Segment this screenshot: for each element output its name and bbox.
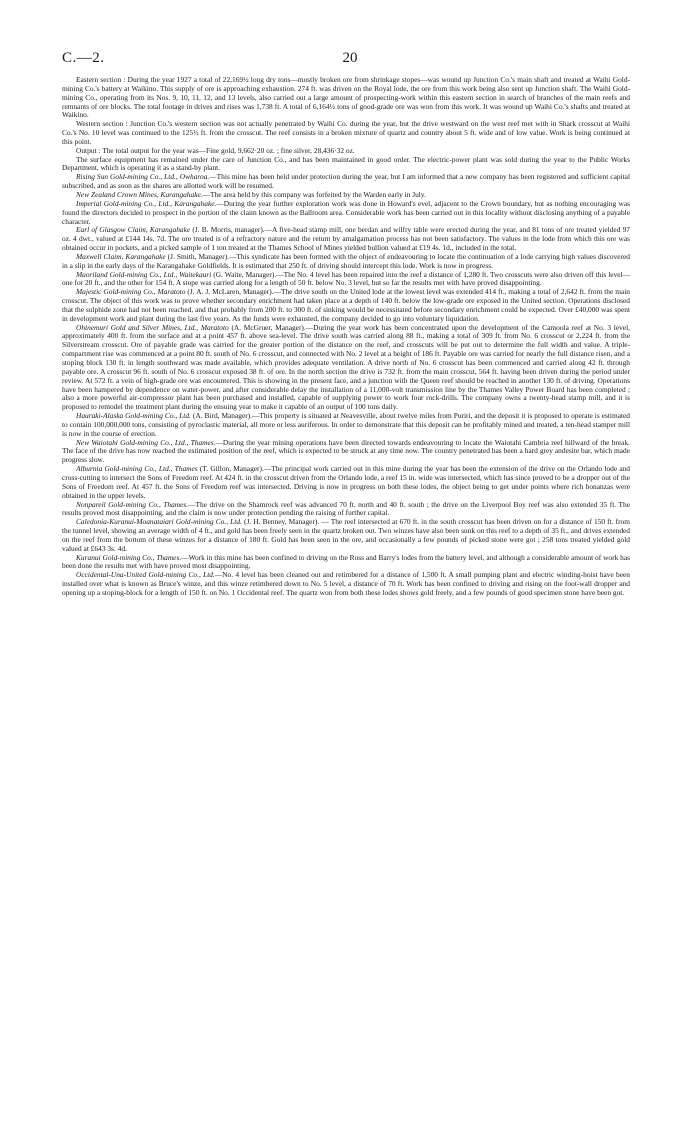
paragraph-majestic bbox=[62, 288, 630, 323]
paragraph-text: (A. McGruer, Manager).—During the year work has been concentrated upon the development of the Camoola reef at No. 3 level, approximately 400 ft. from the surface and at a point 457 ft. above sea-level. The drive south was carried along 88 ft., making a total of 309 ft. from No. 6 crosscut or 2,224 ft. from the Silverstream crosscut. Ore of payable grade was carried for the greater portion of the distance on the reef, and crosscuts will be put out to determine the full width and value. A triple-compartment rise was commenced at a point 80 ft. south of No. 6 crosscut, and connected with No. 2 level at a height of 186 ft. Payable ore was carried for nearly the full distance risen, and a stoping block 130 ft. in length southward was made available, which provides adequate ventilation. A drive north of No. 6 crosscut has been commenced and carried along 42 ft. through payable ore. A crosscut 96 ft. south of No. 6 crosscut exposed 38 ft. of ore. In the north section the drive is 732 ft. from the main crosscut, 564 ft. having been driven during the period under review. At 572 ft. a vein of high-grade ore was encountered. This is showing in the present face, and a junction with the Queen reef should be reached in another 130 ft. of driving. Operations have been hampered by dependence on water-power, and after considerable delay the installation of a 11,000-volt transmission line by the Thames Valley Power Board has been completed ; also a more powerful air-compressor plant has been purchased and installed, capable of supplying power to work four rock-drills. The company owns a twenty-head stamp mill, and it is proposed to remodel the treatment plant during the ensuing year to make it capable of an output of 100 tons daily. bbox=[62, 322, 630, 412]
company-name: Majestic Gold-mining Co., Maratoto bbox=[76, 287, 186, 297]
company-name: New Zealand Crown Mines, Karangahake. bbox=[76, 189, 203, 199]
paragraph-text: (J. A. J. McLaren, Manager).—The drive south on the United lode at the lowest level was extended 414 ft., making a total of 2,642 ft. from the main crosscut. The object of this work was to prove whether secondary enrichment had taken place at a depth of 140 ft. below the low-grade ore exposed in the United section. Operations disclosed that the sulphide zone had not been reached, and that probably from 200 ft. to 300 ft. of sinking would be necessitated before secondary enrichment could be expected. Over £40,000 was spent in development work and plant during the last five years. As the funds were exhausted, the company decided to go into voluntary liquidation. bbox=[62, 287, 631, 323]
paragraph-caledonia bbox=[62, 518, 630, 553]
company-name: Alburnia Gold-mining Co., Ltd., Thames bbox=[76, 464, 198, 474]
paragraph-text: Eastern section : During the year 1927 a total of 22,169½ long dry tons—mostly broken ore from shrinkage stopes—was wound up Junction Co.'s main shaft and treated at Waihi Gold-mining Co.'s battery at Waikino. This supply of ore is approaching exhaustion. 274 ft. was driven on the Royal lode, the ore from this work being also sent up Junction shaft. The Waihi Gold-mining Co., operating from its Nos. 9, 10, 11, 12, and 13 levels, also carried out a large amount of prospecting-work within this eastern section in search of branches of the main reefs and remnants of ore blocks. The total footage in drives and rises was 1,738 ft. A total of 6,164½ tons of good-grade ore was won from this work. It was wound up Waihi Co.'s shafts and treated at Waikino. bbox=[62, 75, 630, 120]
company-name: Hauraki-Alaska Gold-mining Co., Ltd. bbox=[76, 411, 191, 421]
paragraph-kuranui bbox=[62, 554, 630, 572]
paragraph-surface-equipment bbox=[62, 156, 630, 174]
company-name: Nonpareil Gold-mining Co., Thames. bbox=[76, 499, 189, 509]
company-name: Rising Sun Gold-mining Co., Ltd., Owharoa. bbox=[76, 172, 210, 182]
report-body bbox=[62, 76, 630, 598]
paragraph-occidental bbox=[62, 571, 630, 598]
paragraph-western-section bbox=[62, 120, 630, 147]
paragraph-text: —This mine has been held under protection during the year, but I am informed that a new company has been registered and sufficient capital subscribed, and as soon as the shares are allotted work will be resumed. bbox=[62, 172, 630, 191]
paragraph-imperial bbox=[62, 200, 630, 227]
paragraph-earl-of-glasgow bbox=[62, 226, 630, 253]
company-name: New Waiotahi Gold-mining Co., Ltd., Thames. bbox=[76, 437, 216, 447]
paragraph-nonpareil bbox=[62, 501, 630, 519]
paragraph-maoriland bbox=[62, 271, 630, 289]
paragraph-eastern-section bbox=[62, 76, 630, 120]
paragraph-text: —During the year mining operations have been directed towards endeavouring to locate the Waiotahi Cambria reef hillward of the break. The face of the drive has now reached the estimated position of the reef, which is expected to be struck at any time now. The country penetrated has been a hard grey andesite bar, which made progress slow. bbox=[62, 437, 630, 465]
paragraph-alburnia bbox=[62, 465, 630, 500]
company-name: Caledonia-Kuranui-Moanataiari Gold-mining Co., Ltd. bbox=[76, 517, 242, 527]
paragraph-ohinemuri bbox=[62, 324, 630, 412]
company-name: Maxwell Claim, Karangahake bbox=[76, 251, 166, 261]
paragraph-text: Output : The total output for the year was—Fine gold, 9,662·20 oz. ; fine silver, 28,436·32 oz. bbox=[76, 145, 355, 155]
company-name: Ohinemuri Gold and Silver Mines, Ltd., Maratoto bbox=[76, 322, 229, 332]
document-code: C.—2. bbox=[62, 50, 105, 66]
paragraph-text: (T. Gillon, Manager).—The principal work carried out in this mine during the year has been the extension of the drive on the Orlando lode and cross-cutting to intersect the Sons of Freedom reef. At 424 ft. in the crosscut driven from the Orlando lode, a reef 15 in. wide was intersected, which has since proved to be a dropper out of the Sons of Freedom reef. At 457 ft. the Sons of Freedom reef was intersected. Driving is now in progress on both these lodes, the object being to get under points where rich bonanzas were obtained in the upper levels. bbox=[62, 464, 631, 500]
paragraph-text: —During the year further exploration work was done in Howard's evel, adjacent to the Crown boundary, but as nothing encouraging was found the directors decided to prospect in the portion of the claim known as the Ballroom area. Considerable work has been carried out in this locality without disclosing anything of a payable character. bbox=[62, 198, 631, 226]
paragraph-text: (J. H. Benney, Manager). — The reef intersected at 670 ft. in the south crosscut has been driven on for a distance of 150 ft. from the tunnel level, showing an average width of 4 ft., and gold has been freely seen in the quartz broken out. Two winzes have also been sunk on this reef to a depth of 35 ft., and drives extended on the reef from the bottom of these winzes for a distance of 180 ft. Gold has been seen in the ore, and occasionally a few pounds of picked stone were got ; 258 tons treated yielded gold valued at £643 3s. 4d. bbox=[62, 517, 630, 553]
paragraph-maxwell bbox=[62, 253, 630, 271]
paragraph-text: (J. Smith, Manager).—This syndicate has been formed with the object of endeavouring to locate the continuation of a lode carrying high values discovered in a slip in the early days of the Karangahake Goldfields. It is estimated that 250 ft. of driving should intercept this lode. Work is now in progress. bbox=[62, 251, 631, 270]
company-name: Earl of Glasgow Claim, Karangahake bbox=[76, 225, 191, 235]
paragraph-text: (J. B. Morris, manager).—A five-head stamp mill, one berdan and wilfry table were erected during the year, and 81 tons of ore treated yielded 97 oz. 4 dwt., valued at £144 14s. 7d. The ore treated is of a refractory nature and the return by amalgamation process has not been satisfactory. The values in the lode from which this ore was obtained occur in pockets, and a picked sample of 1 ton treated at the Thames School of Mines yielded bullion valued at £19 4s. 1d., included in the total. bbox=[62, 225, 630, 253]
paragraph-text: The surface equipment has remained under the care of Junction Co., and has been maintained in good order. The electric-power plant was sold during the year to the Public Works Department, which is operating it as a stand-by plant. bbox=[62, 154, 630, 173]
company-name: Imperial Gold-mining Co., Ltd., Karangahake. bbox=[76, 198, 217, 208]
paragraph-text: (A. Bird, Manager).—This property is situated at Neavesville, about twelve miles from Puriri, and the deposit it is proposed to operate is estimated to contain 100,000,000 tons, consisting of pyroclastic material, all more or less auriferous. In order to demonstrate that this deposit can be profitably mined and treated, a ten-head stamper mill is now in the course of erection. bbox=[62, 411, 631, 438]
page-number: 20 bbox=[342, 50, 358, 66]
paragraph-text: Western section : Junction Co.'s western section was not actually penetrated by Waihi Co. during the year, but the drive westward on the west reef met with in Shark crosscut at Waihi Co.'s No. 10 level was continued to the 125½ ft. from the crosscut. The reef consists in a broken mixture of quartz and country about 5 ft. wide and of low value. Work is being continued at this point. bbox=[62, 119, 630, 146]
paragraph-rising-sun bbox=[62, 173, 630, 191]
company-name: Maoriland Gold-mining Co., Ltd., Waitekauri bbox=[76, 269, 212, 279]
paragraph-text: —Work in this mine has been confined to driving on the Ross and Barry's lodes from the battery level, and although a considerable amount of work has been done the results met with have proved most disappointing. bbox=[62, 552, 630, 571]
paragraph-hauraki-alaska bbox=[62, 412, 630, 439]
page-header bbox=[62, 50, 638, 70]
paragraph-text: —The drive on the Shamrock reef was advanced 70 ft. north and 40 ft. south ; the drive on the Liverpool Boy reef was also extended 35 ft. The results proved most disappointing, and the claim is now under protection pending the raising of further capital. bbox=[62, 499, 630, 518]
paragraph-new-waiotahi bbox=[62, 439, 630, 466]
company-name: Kuranui Gold-mining Co., Thames. bbox=[76, 552, 182, 562]
paragraph-text: —No. 4 level has been cleaned out and retimbered for a distance of 1,500 ft. A small pumping plant and electric winding-hoist have been installed over what is known as Bruce's winze, and this winze retimbered down to No. 5 level, a distance of 70 ft. Work has been confined to driving and rising on the foot-wall dropper and opening up a stoping-block for a length of 150 ft. on No. 1 Occidental reef. The quartz won from both these lodes shows gold freely, and a few pounds of good specimen stone have been got. bbox=[62, 570, 630, 597]
paragraph-text: (G. Waite, Manager).—The No. 4 level has been repaired into the reef a distance of 1,280 ft. Two crosscuts were also driven off this level—one for 20 ft., and the other for 154 ft. A stope was carried along for a length of 50 ft. below No. 3 level, but so far the results met with have proved disappointing. bbox=[62, 269, 630, 288]
company-name: Occidental-Una-United Gold-mining Co., Ltd. bbox=[76, 570, 215, 580]
paragraph-text: —The area held by this company was forfeited by the Warden early in July. bbox=[202, 189, 426, 199]
